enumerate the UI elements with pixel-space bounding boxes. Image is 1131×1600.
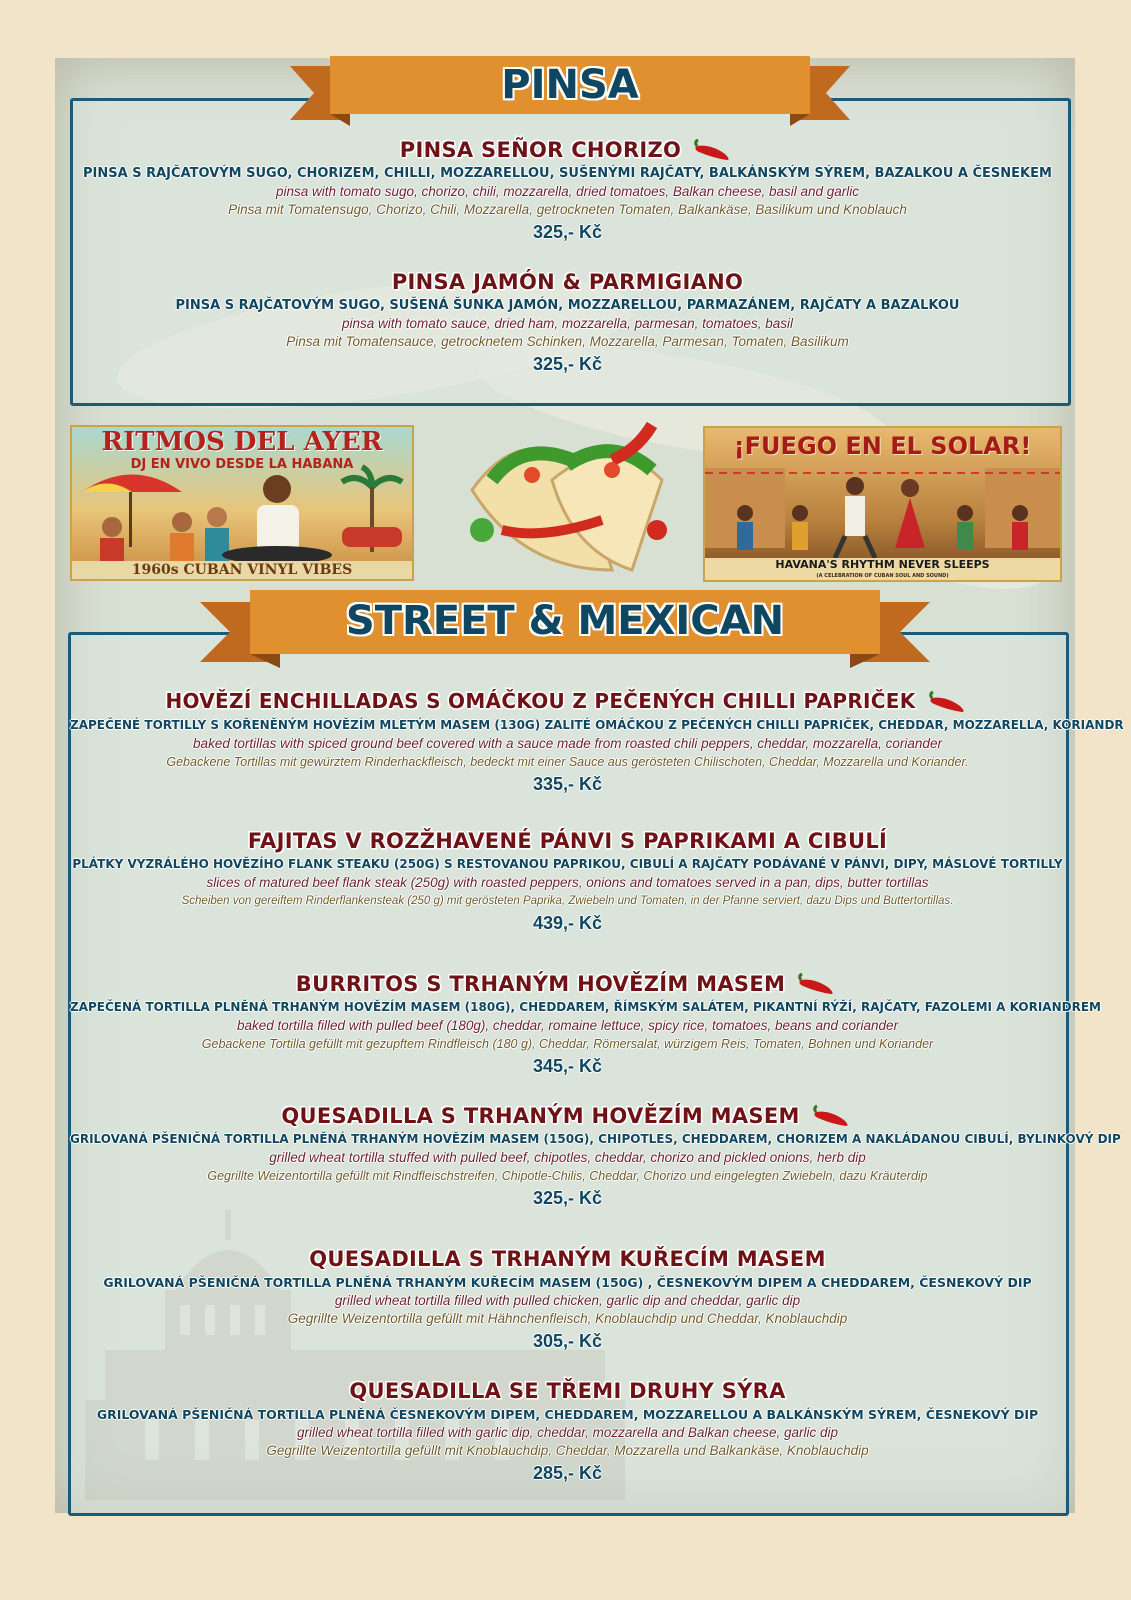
chili-pepper-icon xyxy=(795,972,839,998)
menu-item-title: QUESADILLA S TRHANÝM HOVĚZÍM MASEM xyxy=(70,1102,1065,1130)
menu-item xyxy=(70,1102,1121,1211)
poster-subtitle: DJ EN VIVO DESDE LA HABANA xyxy=(130,457,354,472)
menu-item-description-de: Gegrillte Weizentortilla gefüllt mit Rindfleischstreifen, Chipotle-Chilis, Cheddar, Chorizo und eingelegten Zwiebeln, dazu Kräuterdip xyxy=(207,1169,928,1183)
poster-title: RITMOS DEL AYER xyxy=(101,427,383,457)
menu-item xyxy=(70,1377,1065,1486)
tacos-illustration xyxy=(462,420,682,580)
menu-item-price: 345,- Kč xyxy=(532,1056,603,1076)
chili-pepper-icon xyxy=(926,690,970,716)
menu-item-title: QUESADILLA S TRHANÝM KUŘECÍM MASEM xyxy=(309,1247,826,1271)
street-title-banner xyxy=(200,590,930,670)
section-title-pinsa: PINSA xyxy=(501,62,639,108)
menu-item-price: 325,- Kč xyxy=(532,1188,603,1208)
menu-item-price: 285,- Kč xyxy=(532,1463,603,1483)
menu-item xyxy=(70,970,1101,1079)
chili-pepper-icon xyxy=(691,138,735,164)
menu-item-title: QUESADILLA SE TŘEMI DRUHY SÝRA xyxy=(349,1379,786,1403)
menu-item-description-de: Pinsa mit Tomatensugo, Chorizo, Chili, Mozzarella, getrockneten Tomaten, Balkankäse, Basilikum und Knoblauch xyxy=(228,202,907,217)
menu-item-price: 439,- Kč xyxy=(532,913,603,933)
menu-item-price: 325,- Kč xyxy=(532,222,603,242)
menu-item xyxy=(70,1245,1065,1354)
menu-item-description-cz: PINSA S RAJČATOVÝM SUGO, CHORIZEM, CHILLI, MOZZARELLOU, SUŠENÝMI RAJČATY, BALKÁNSKÝM SÝREM, BAZALKOU A ČESNEKEM xyxy=(83,166,1052,181)
menu-item-title: PINSA JAMÓN & PARMIGIANO xyxy=(391,270,744,294)
menu-item-description-cz: GRILOVANÁ PŠENIČNÁ TORTILLA PLNĚNÁ TRHANÝM HOVĚZÍM MASEM (150G), CHIPOTLES, CHEDDAREM, CHORIZEM A NAKLÁDANOU CIBULÍ, BYLINKOVÝ DIP xyxy=(70,1132,1121,1146)
menu-item-price: 335,- Kč xyxy=(532,773,603,794)
menu-item-description-cz: PINSA S RAJČATOVÝM SUGO, SUŠENÁ ŠUNKA JAMÓN, MOZZARELLOU, PARMAZÁNEM, RAJČATY A BAZALKOU xyxy=(175,298,960,313)
menu-item-price: 325,- Kč xyxy=(532,354,603,374)
poster-illustration xyxy=(72,427,412,579)
menu-item xyxy=(70,136,1065,245)
menu-item-description-en: baked tortillas with spiced ground beef covered with a sauce made from roasted chili peppers, cheddar, mozzarella, coriander xyxy=(193,735,942,751)
menu-item-description-en: pinsa with tomato sugo, chorizo, chili, mozzarella, dried tomatoes, Balkan cheese, basil and garlic xyxy=(275,184,860,199)
menu-item-description-de: Gegrillte Weizentortilla gefüllt mit Knoblauchdip, Cheddar, Mozzarella und Balkankäse, Knoblauchdip xyxy=(266,1443,869,1458)
poster-footer: HAVANA'S RHYTHM NEVER SLEEPS xyxy=(705,558,1060,572)
menu-item-description-cz: ZAPEČENÁ TORTILLA PLNĚNÁ TRHANÝM HOVĚZÍM MASEM (180G), CHEDDAREM, ŘÍMSKÝM SALÁTEM, PIKANTNÍ RÝŽÍ, RAJČATY, FAZOLEMI A KORIANDREM xyxy=(70,1000,1101,1014)
menu-item-description-en: baked tortilla filled with pulled beef (180g), cheddar, romaine lettuce, spicy rice, tomatoes, beans and coriander xyxy=(236,1018,899,1033)
pinsa-title-banner xyxy=(290,56,850,130)
menu-item-description-cz: GRILOVANÁ PŠENIČNÁ TORTILLA PLNĚNÁ TRHANÝM KUŘECÍM MASEM (150G) , ČESNEKOVÝM DIPEM A CHEDDAREM, ČESNEKOVÝ DIP xyxy=(103,1275,1032,1290)
poster-footer-small: (A CELEBRATION OF CUBAN SOUL AND SOUND) xyxy=(705,572,1060,580)
menu-item-description-de: Scheiben von gereiftem Rinderflankensteak (250 g) mit gerösteten Paprika, Zwiebeln und Tomaten, in der Pfanne serviert, dazu Dips und Buttertortillas. xyxy=(181,895,954,907)
menu-item-description-cz: ZAPEČENÉ TORTILLY S KOŘENĚNÝM HOVĚZÍM MLETÝM MASEM (130G) ZALITÉ OMÁČKOU Z PEČENÝCH CHILLI PAPRIČEK, CHEDDAR, MOZZARELLA, KORIANDR xyxy=(70,717,1124,732)
menu-item-description-de: Gegrillte Weizentortilla gefüllt mit Hähnchenfleisch, Knoblauchdip und Cheddar, Knoblauchdip xyxy=(287,1311,848,1326)
menu-item-description-de: Gebackene Tortillas mit gewürztem Rinderhackfleisch, bedeckt mit einer Sauce aus gerösteten Chilischoten, Cheddar, Mozzarella und Koriander. xyxy=(166,754,969,769)
menu-item xyxy=(70,827,1065,936)
menu-item-description-cz: GRILOVANÁ PŠENIČNÁ TORTILLA PLNĚNÁ ČESNEKOVÝM DIPEM, CHEDDAREM, MOZZARELLOU A BALKÁNSKÝM SÝREM, ČESNEKOVÝ DIP xyxy=(96,1407,1039,1422)
menu-item-description-en: pinsa with tomato sauce, dried ham, mozzarella, parmesan, tomatoes, basil xyxy=(342,316,793,331)
menu-item-title: PINSA SEÑOR CHORIZO xyxy=(70,136,1065,164)
menu-item-description-de: Pinsa mit Tomatensauce, getrocknetem Schinken, Mozzarella, Parmesan, Tomaten, Basilikum xyxy=(286,334,849,349)
poster-ritmos-del-ayer xyxy=(70,425,414,581)
menu-item-description-cz: PLÁTKY VYZRÁLÉHO HOVĚZÍHO FLANK STEAKU (250G) S RESTOVANOU PAPRIKOU, CIBULÍ A RAJČATY PODÁVANÉ V PÁNVI, DIPY, MÁSLOVÉ TORTILLY xyxy=(72,857,1063,871)
menu-item-description-en: grilled wheat tortilla filled with pulled chicken, garlic dip and cheddar, garlic dip xyxy=(334,1293,801,1308)
menu-item-description-de: Gebackene Tortilla gefüllt mit gezupftem Rindfleisch (180 g), Cheddar, Römersalat, würzigem Reis, Tomaten, Bohnen und Koriander xyxy=(201,1037,934,1051)
menu-item-price: 305,- Kč xyxy=(532,1331,603,1351)
poster-fuego-en-el-solar xyxy=(703,426,1062,582)
menu-item xyxy=(70,687,1124,797)
chili-pepper-icon xyxy=(810,1104,854,1130)
section-title-street-mexican: STREET & MEXICAN xyxy=(345,598,785,644)
menu-item-title: FAJITAS V ROZŽHAVENÉ PÁNVI S PAPRIKAMI A CIBULÍ xyxy=(247,829,888,853)
menu-item-description-en: slices of matured beef flank steak (250g) with roasted peppers, onions and tomatoes served in a pan, dips, butter tortillas xyxy=(206,875,929,890)
menu-item-title: HOVĚZÍ ENCHILLADAS S OMÁČKOU Z PEČENÝCH CHILLI PAPRIČEK xyxy=(70,687,1065,716)
menu-item-title: BURRITOS S TRHANÝM HOVĚZÍM MASEM xyxy=(70,970,1065,998)
menu-item xyxy=(70,268,1065,377)
poster-title: ¡FUEGO EN EL SOLAR! xyxy=(733,432,1032,460)
menu-item-description-en: grilled wheat tortilla filled with garlic dip, cheddar, mozzarella and Balkan cheese, garlic dip xyxy=(296,1425,839,1440)
poster-footer: 1960s CUBAN VINYL VIBES xyxy=(72,561,412,579)
menu-item-description-en: grilled wheat tortilla stuffed with pulled beef, chipotles, cheddar, chorizo and pickled onions, herb dip xyxy=(269,1150,866,1165)
